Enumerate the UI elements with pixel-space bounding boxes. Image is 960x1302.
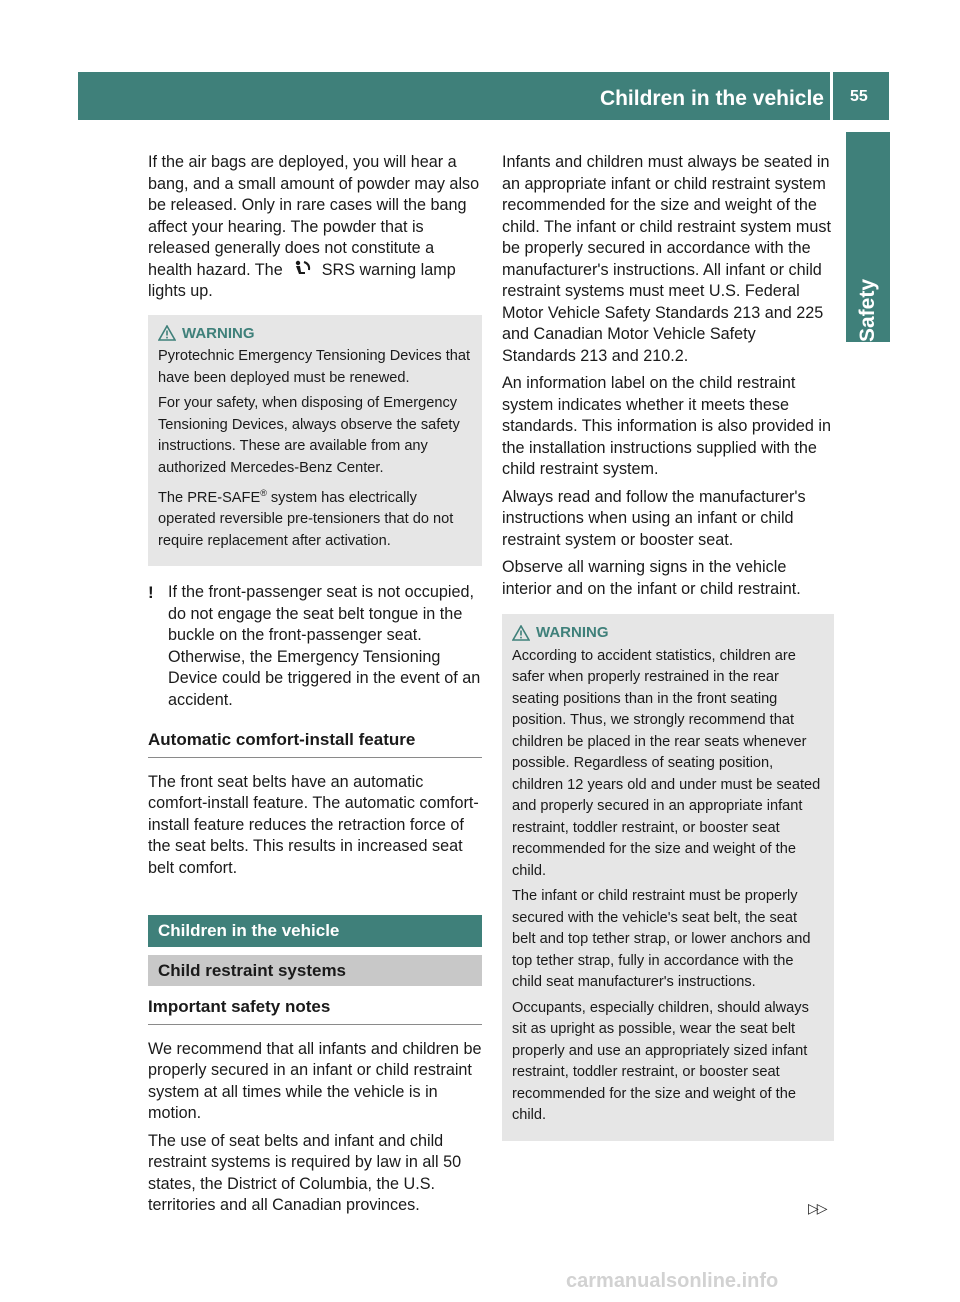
warning-header	[158, 323, 472, 345]
continued-arrows-icon: ▷▷	[808, 1200, 826, 1216]
page-title: Children in the vehicle	[599, 87, 824, 110]
body-paragraph: An information label on the child restraint system indicates whether it meets these standards. This information is also provided in the installation instructions supplied with the child restraint system.	[502, 374, 832, 478]
body-paragraph: Infants and children must always be seated in an appropriate infant or child restraint system recommended for the size and weight of the child. The infant or child restraint system must be properly secured in accordance with the manufacturer's instructions. All infant or child restraint systems must meet U.S. Federal Motor Vehicle Safety Standards 213 and 225 and Canadian Motor Vehicle Safety Standards 213 and 210.2.	[502, 153, 831, 365]
body-paragraph: The use of seat belts and infant and child restraint systems is required by law in all 50 states, the District of Columbia, the U.S. territories and all Canadian provinces.	[148, 1131, 462, 1215]
intro-paragraph: If the air bags are deployed, you will hear a bang, and a small amount of powder may also be released. Only in rare cases will the bang affect your hearing. The powder that is released generally does not constitute a health hazard. The SRS warning lamp lights up.	[148, 153, 480, 300]
warning-triangle-icon	[512, 625, 530, 641]
note-exclamation-icon: !	[148, 583, 154, 603]
right-column	[502, 152, 834, 1157]
warning-triangle-icon	[158, 325, 176, 341]
warning-text: Occupants, especially children, should always sit as upright as possible, wear the seat belt properly and use an appropriately sized infant restraint, toddler restraint, or booster seat recommended for the size and weight of the child.	[512, 999, 809, 1123]
body-paragraph: Observe all warning signs in the vehicle interior and on the infant or child restraint.	[502, 558, 801, 598]
page-number: 55	[850, 88, 868, 105]
body-paragraph: We recommend that all infants and children be properly secured in an infant or child restraint system at all times while the vehicle is in motion.	[148, 1039, 482, 1123]
watermark: carmanualsonline.info	[566, 1270, 779, 1292]
warning-label: WARNING	[536, 624, 609, 641]
section-title: Children in the vehicle	[148, 915, 482, 947]
warning-box	[502, 614, 834, 1141]
section-heading: Automatic comfort-install feature	[148, 729, 482, 758]
body-paragraph: The front seat belts have an automatic comfort-install feature. The automatic comfort-install feature reduces the retraction force of the seat belts. This results in increased seat belt comfort.	[148, 772, 479, 877]
warning-text: For your safety, when disposing of Emergency Tensioning Devices, always observe the safety instructions. These are available from any authorized Mercedes-Benz Center.	[158, 395, 460, 476]
warning-text: According to accident statistics, children are safer when properly restrained in the rear seating positions than in the front seating position. Thus, we strongly recommend that children be placed in the rear seats whenever possible. Regardless of seating position, children 12 years old and under must be seated and properly secured in an appropriate infant restraint, toddler restraint, or booster seat recommended for the size and weight of the child.	[512, 647, 821, 879]
side-tab-label: Safety	[856, 278, 879, 342]
body-paragraph: Always read and follow the manufacturer's instructions when using an infant or child restraint system or booster seat.	[502, 487, 806, 549]
srs-warning-lamp-icon	[291, 260, 313, 278]
warning-text: Pyrotechnic Emergency Tensioning Devices that have been deployed must be renewed.	[158, 348, 471, 386]
warning-label: WARNING	[182, 324, 255, 342]
left-column	[148, 152, 482, 1223]
warning-text: The PRE-SAFE® system has electrically operated reversible pre-tensioners that do not require replacement after activation.	[158, 488, 454, 549]
note-text: If the front-passenger seat is not occupied, do not engage the seat belt tongue in the buckle on the front-passenger seat. Otherwise, the Emergency Tensioning Device could be triggered in the event of an accident.	[168, 583, 481, 709]
note-block	[148, 582, 482, 711]
section-heading: Important safety notes	[148, 996, 482, 1025]
warning-box	[148, 315, 482, 567]
side-tab-label-wrap	[846, 132, 890, 342]
warning-header	[512, 622, 824, 644]
subsection-title: Child restraint systems	[148, 955, 482, 987]
warning-text: The infant or child restraint must be properly secured with the vehicle's seat belt, the seat belt and top tether strap, or lower anchors and top tether strap, fully in accordance with the child seat manufacturer's instructions.	[512, 888, 811, 990]
